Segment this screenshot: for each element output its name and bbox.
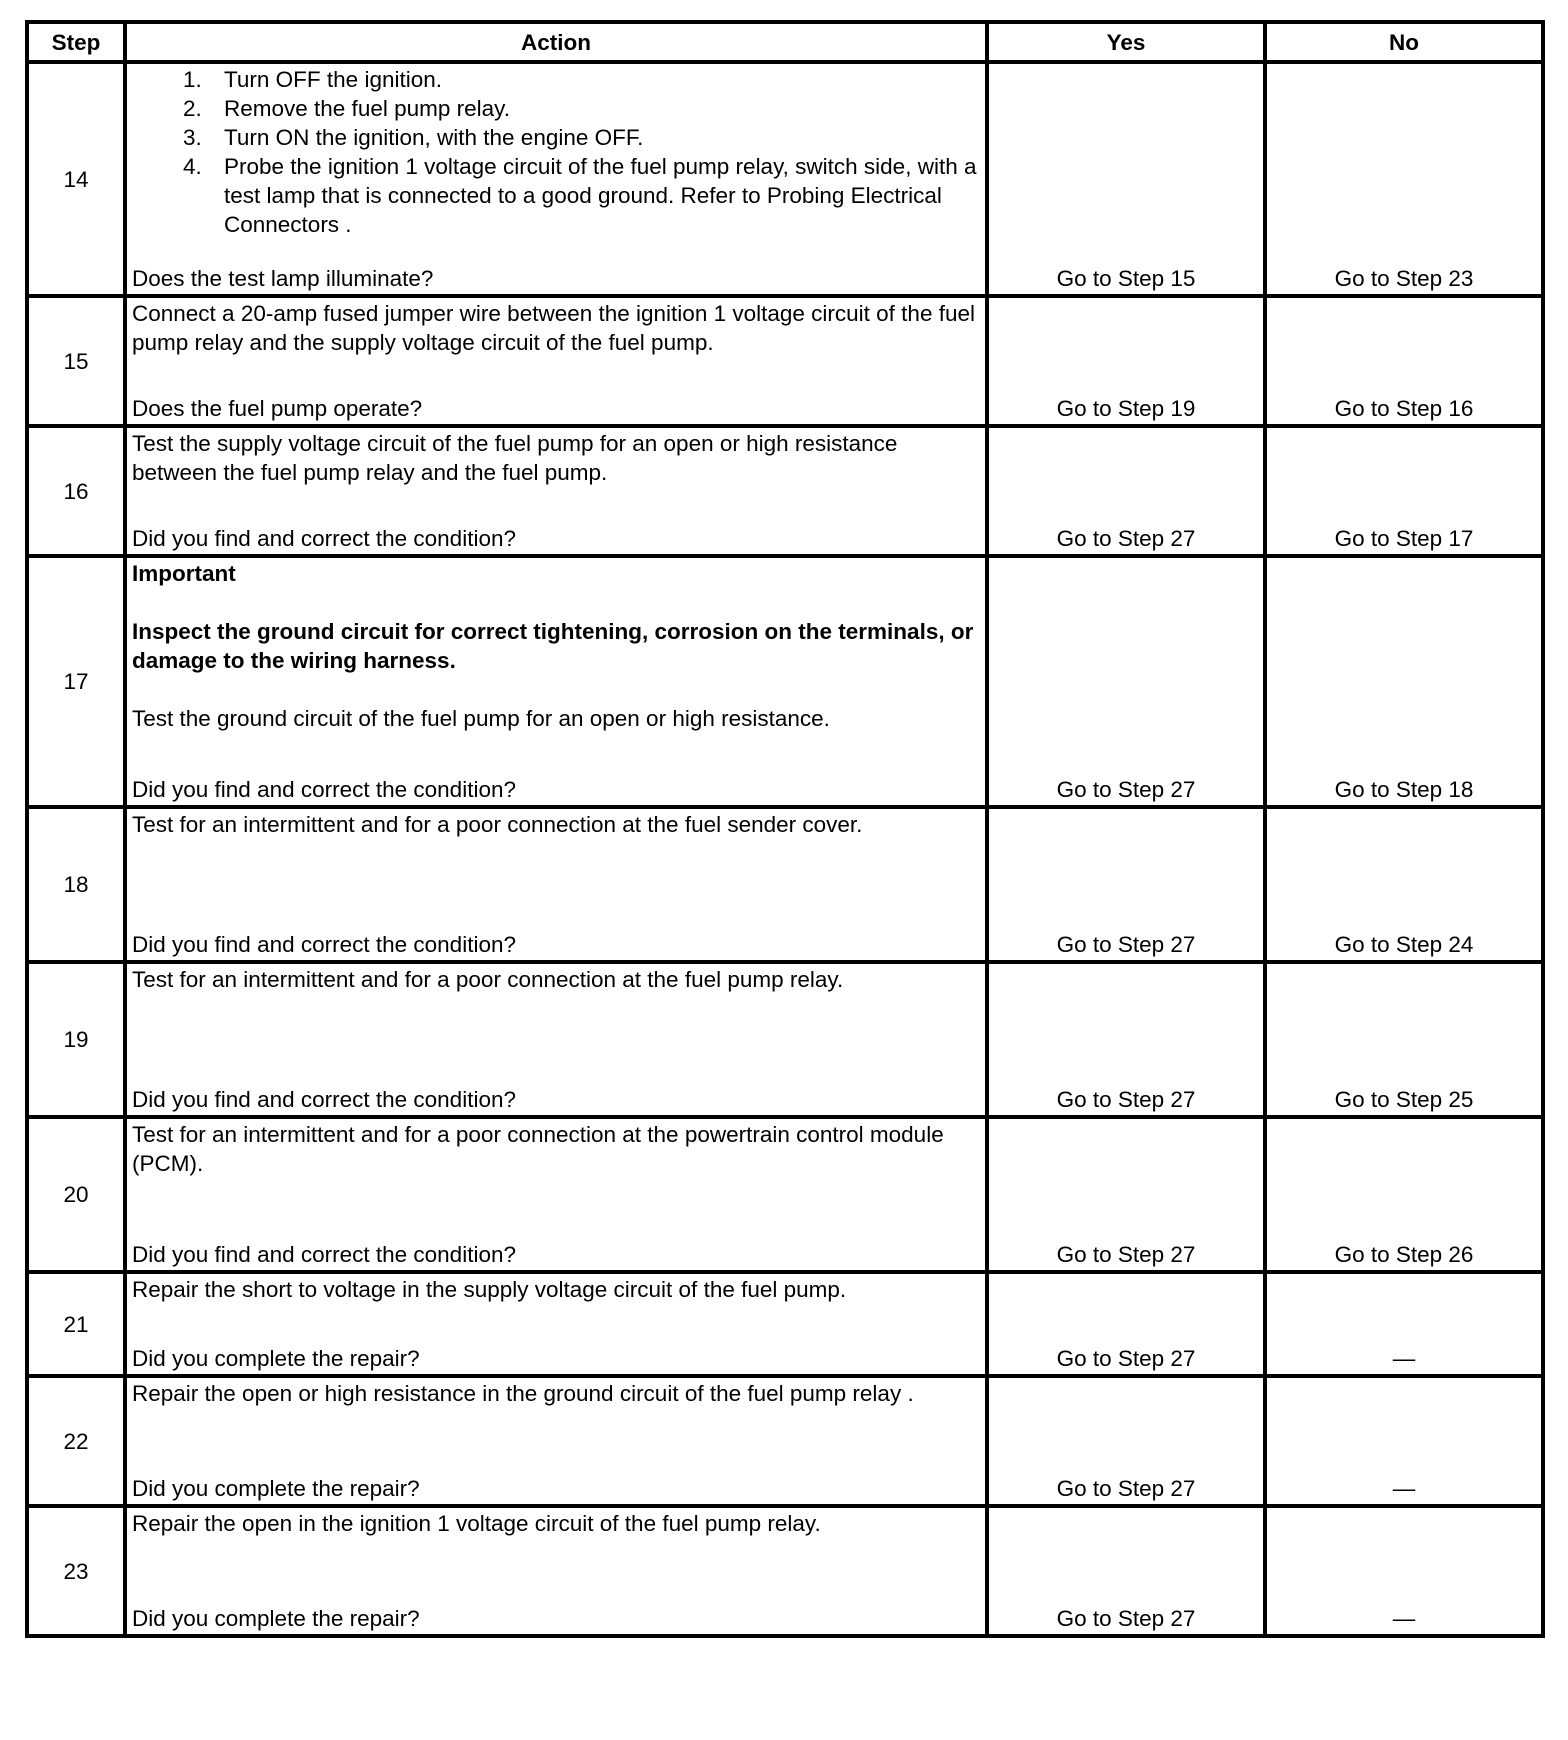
list-item: 3. Turn ON the ignition, with the engine OFF. [183, 125, 644, 150]
yes-result: Go to Step 15 [987, 62, 1265, 296]
yes-result: Go to Step 27 [987, 1117, 1265, 1272]
step-number: 14 [27, 62, 125, 296]
step-number: 21 [27, 1272, 125, 1376]
action-text: Repair the short to voltage in the supply voltage circuit of the fuel pump. [132, 1277, 847, 1302]
table-row [27, 1117, 1543, 1272]
action-cell [125, 62, 987, 296]
table-row [27, 1376, 1543, 1506]
no-result: Go to Step 18 [1265, 556, 1543, 807]
no-result: Go to Step 26 [1265, 1117, 1543, 1272]
no-result: — [1265, 1376, 1543, 1506]
no-result: Go to Step 25 [1265, 962, 1543, 1117]
yes-result: Go to Step 27 [987, 1272, 1265, 1376]
no-result: Go to Step 24 [1265, 807, 1543, 962]
action-question: Did you complete the repair? [132, 1606, 420, 1631]
action-question: Did you find and correct the condition? [132, 932, 516, 957]
table-row [27, 962, 1543, 1117]
yes-result: Go to Step 27 [987, 962, 1265, 1117]
table-row [27, 426, 1543, 556]
yes-result: Go to Step 19 [987, 296, 1265, 426]
table-row [27, 1506, 1543, 1636]
step-number: 23 [27, 1506, 125, 1636]
no-result: Go to Step 16 [1265, 296, 1543, 426]
header-action: Action [125, 22, 987, 62]
action-text: Test the ground circuit of the fuel pump for an open or high resistance. [132, 706, 830, 731]
action-question: Did you find and correct the condition? [132, 526, 516, 551]
action-cell [125, 1376, 987, 1506]
step-number: 22 [27, 1376, 125, 1506]
action-text: Repair the open or high resistance in the ground circuit of the fuel pump relay . [132, 1381, 914, 1406]
action-question: Does the fuel pump operate? [132, 396, 423, 421]
table-row [27, 1272, 1543, 1376]
table-row [27, 556, 1543, 807]
step-number: 16 [27, 426, 125, 556]
action-question: Did you find and correct the condition? [132, 1242, 516, 1267]
table-row [27, 62, 1543, 296]
step-number: 20 [27, 1117, 125, 1272]
important-note: Inspect the ground circuit for correct tightening, corrosion on the terminals, or damage to the wiring harness. [132, 619, 974, 673]
no-result: — [1265, 1506, 1543, 1636]
action-text: Connect a 20-amp fused jumper wire between the ignition 1 voltage circuit of the fuel pump relay and the supply voltage circuit of the fuel pump. [132, 301, 975, 355]
list-item: 4. Probe the ignition 1 voltage circuit of the fuel pump relay, switch side, with a test lamp that is connected to a good ground. Refer to Probing Electrical Connectors . [183, 154, 977, 237]
action-cell [125, 556, 987, 807]
action-question: Did you find and correct the condition? [132, 1087, 516, 1112]
action-text: Test for an intermittent and for a poor connection at the fuel pump relay. [132, 967, 844, 992]
action-question: Does the test lamp illuminate? [132, 266, 434, 291]
header-yes: Yes [987, 22, 1265, 62]
action-cell [125, 962, 987, 1117]
action-cell [125, 1117, 987, 1272]
action-text: Repair the open in the ignition 1 voltage circuit of the fuel pump relay. [132, 1511, 821, 1536]
step-number: 19 [27, 962, 125, 1117]
yes-result: Go to Step 27 [987, 807, 1265, 962]
yes-result: Go to Step 27 [987, 1506, 1265, 1636]
action-cell [125, 296, 987, 426]
action-cell [125, 1506, 987, 1636]
action-text: Test for an intermittent and for a poor connection at the fuel sender cover. [132, 812, 863, 837]
step-number: 15 [27, 296, 125, 426]
yes-result: Go to Step 27 [987, 556, 1265, 807]
action-text: Test the supply voltage circuit of the fuel pump for an open or high resistance between the fuel pump relay and the fuel pump. [132, 431, 898, 485]
important-label: Important [132, 561, 236, 586]
header-step: Step [27, 22, 125, 62]
table-row [27, 807, 1543, 962]
table-header-row [27, 22, 1543, 62]
action-cell [125, 807, 987, 962]
action-step-list [132, 65, 981, 239]
no-result: — [1265, 1272, 1543, 1376]
diagnostic-table [25, 20, 1545, 1638]
step-number: 18 [27, 807, 125, 962]
action-cell [125, 426, 987, 556]
no-result: Go to Step 23 [1265, 62, 1543, 296]
list-item: 2. Remove the fuel pump relay. [183, 96, 510, 121]
yes-result: Go to Step 27 [987, 1376, 1265, 1506]
header-no: No [1265, 22, 1543, 62]
action-question: Did you complete the repair? [132, 1476, 420, 1501]
yes-result: Go to Step 27 [987, 426, 1265, 556]
list-item: 1. Turn OFF the ignition. [183, 67, 443, 92]
table-row [27, 296, 1543, 426]
action-question: Did you complete the repair? [132, 1346, 420, 1371]
action-cell [125, 1272, 987, 1376]
action-question: Did you find and correct the condition? [132, 777, 516, 802]
no-result: Go to Step 17 [1265, 426, 1543, 556]
action-text: Test for an intermittent and for a poor connection at the powertrain control module (PCM). [132, 1122, 944, 1176]
step-number: 17 [27, 556, 125, 807]
